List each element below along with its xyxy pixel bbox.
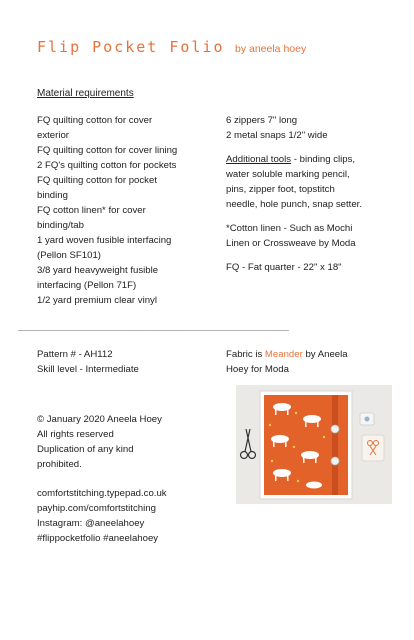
fabric-suffix: by Aneela [302, 349, 348, 360]
blog-link[interactable]: comfortstitching.typepad.co.uk [37, 488, 167, 499]
tools-paragraph [226, 152, 386, 167]
materials-list-left [37, 113, 217, 308]
linen-note: *Cotton linen - Such as Mochi [226, 223, 353, 234]
material-line: 1/2 yard premium clear vinyl [37, 295, 157, 306]
material-line: FQ quilting cotton for pocket [37, 175, 157, 186]
material-line: FQ quilting cotton for cover lining [37, 145, 178, 156]
fabric-line-2: Hoey for Moda [226, 364, 289, 375]
linen-note: Linen or Crossweave by Moda [226, 238, 356, 249]
tools-line: pins, zipper foot, topstitch [226, 184, 335, 195]
material-line: 2 metal snaps 1/2" wide [226, 130, 328, 141]
fabric-line [226, 347, 386, 362]
tools-heading: Additional tools [226, 154, 292, 165]
fabric-prefix: Fabric is [226, 349, 265, 360]
dashed-divider: _____________________________________________ [18, 320, 289, 331]
material-line: FQ quilting cotton for cover [37, 115, 153, 126]
material-line: 1 yard woven fusible interfacing [37, 235, 172, 246]
copyright-block [37, 412, 207, 472]
document-title [37, 38, 306, 57]
material-line: 2 FQ's quilting cotton for pockets [37, 160, 177, 171]
material-line: 6 zippers 7" long [226, 115, 298, 126]
fabric-info [226, 347, 386, 377]
fat-quarter-note: FQ - Fat quarter - 22" x 18" [226, 262, 342, 273]
material-line: binding [37, 190, 68, 201]
copyright-text: © January 2020 Aneela Hoey [37, 414, 162, 425]
rights-reserved: All rights reserved [37, 429, 114, 440]
tools-line: water soluble marking pencil, [226, 169, 350, 180]
duplication-notice: prohibited. [37, 459, 82, 470]
tools-line: - binding clips, [291, 154, 356, 165]
hashtags: #flippocketfolio #aneelahoey [37, 533, 159, 544]
materials-heading: Material requirements [37, 88, 134, 99]
instagram-handle[interactable]: Instagram: @aneelahoey [37, 518, 145, 529]
skill-level: Skill level - Intermediate [37, 364, 139, 375]
tools-line: needle, hole punch, snap setter. [226, 199, 363, 210]
fabric-name: Meander [264, 349, 303, 360]
material-line: (Pellon SF101) [37, 250, 101, 261]
author-byline: by aneela hoey [234, 43, 307, 55]
folio-photo-illustration [236, 385, 392, 504]
pattern-number: Pattern # - AH112 [37, 349, 113, 360]
product-photo [236, 385, 392, 504]
tag-icon [362, 435, 384, 461]
materials-list-right [226, 113, 386, 275]
material-line: 3/8 yard heavyweight fusible [37, 265, 159, 276]
pattern-title: Flip Pocket Folio [37, 38, 225, 56]
material-line: binding/tab [37, 220, 84, 231]
material-line: interfacing (Pellon 71F) [37, 280, 137, 291]
shop-link[interactable]: payhip.com/comfortstitching [37, 503, 156, 514]
material-line: exterior [37, 130, 69, 141]
duplication-notice: Duplication of any kind [37, 444, 134, 455]
pattern-info [37, 347, 139, 377]
contact-links [37, 486, 167, 546]
material-line: FQ cotton linen* for cover [37, 205, 146, 216]
